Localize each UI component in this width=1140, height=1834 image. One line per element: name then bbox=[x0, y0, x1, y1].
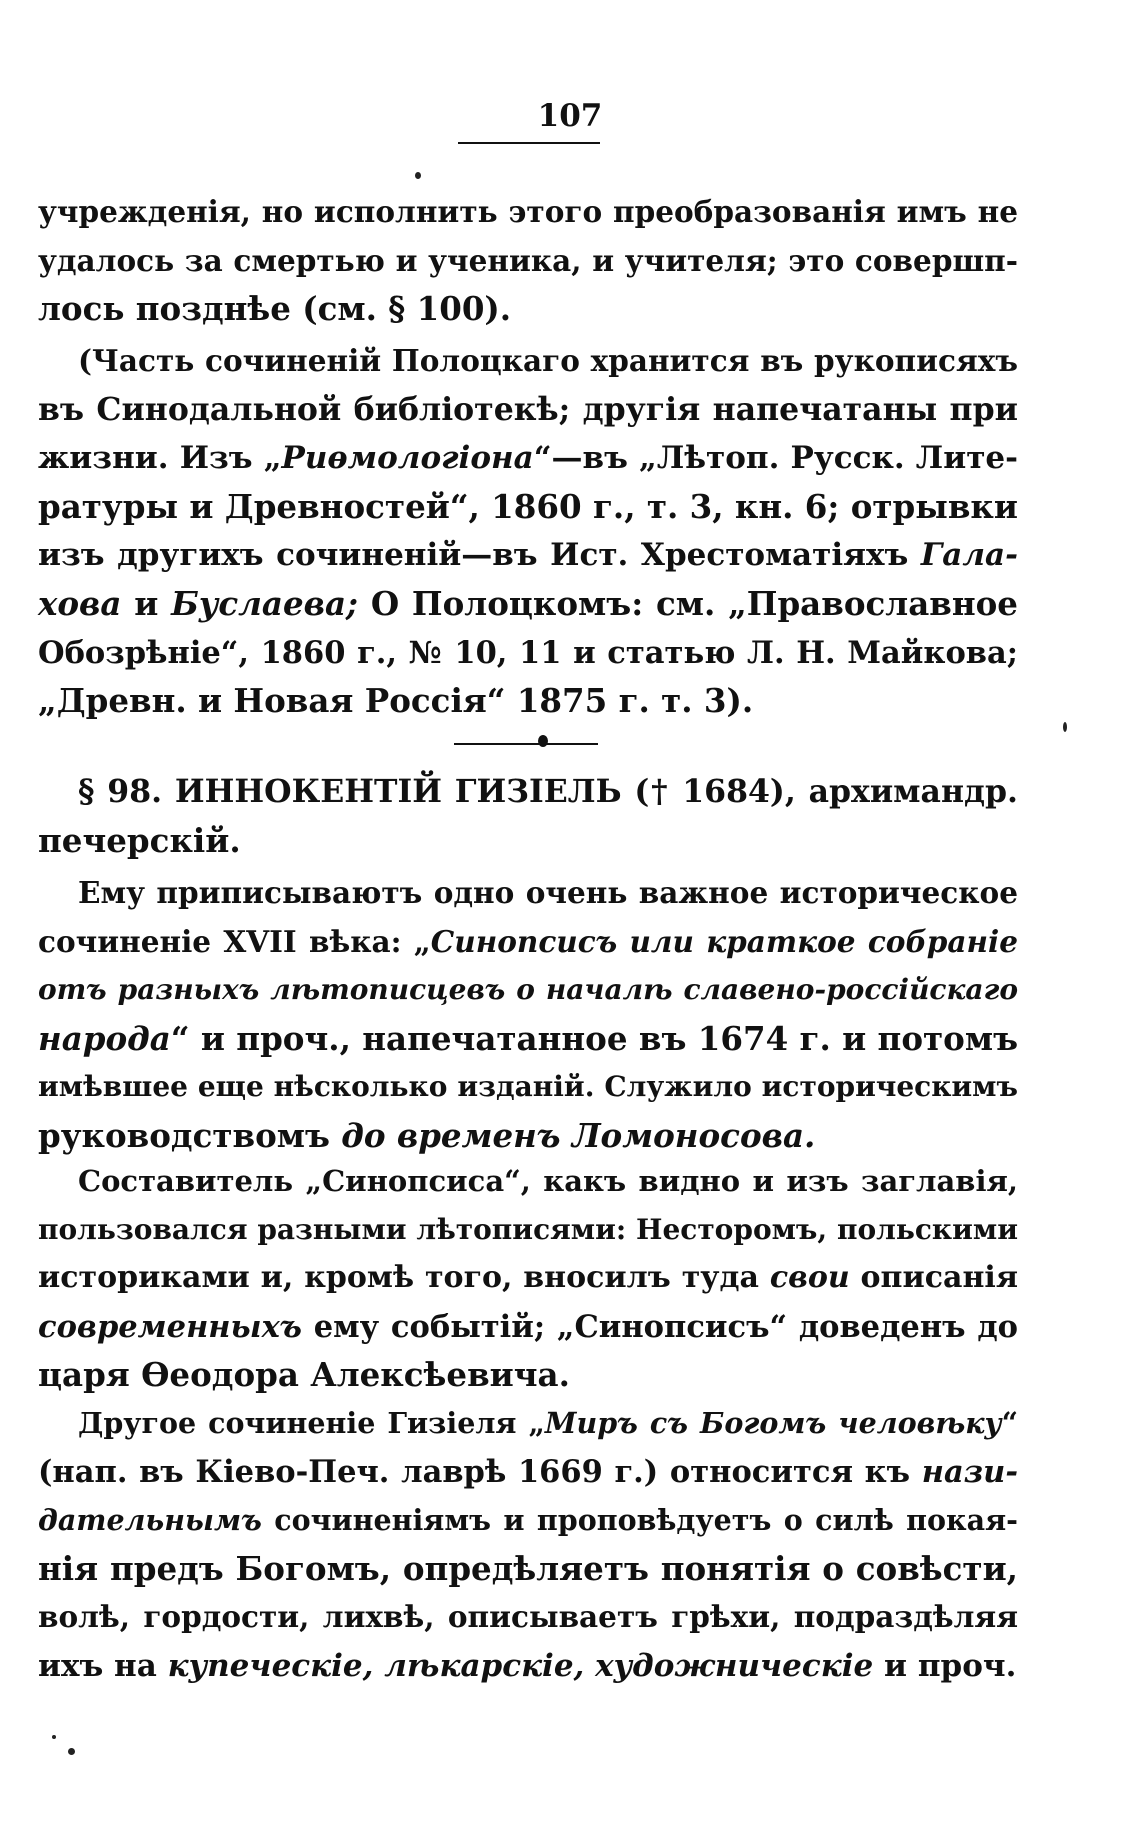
text-line: Составитель „Синопсиса“, какъ видно и изъ заглавія, bbox=[78, 1164, 1018, 1198]
paragraph-2 bbox=[38, 337, 1018, 726]
text-run: руководствомъ bbox=[38, 1115, 342, 1155]
text-run: (нап. въ Кіево-Печ. лаврѣ 1669 г.) относится къ bbox=[38, 1453, 922, 1490]
text-run: Синопсисъ или краткое собраніе bbox=[430, 923, 1018, 959]
text-line: (Часть сочиненій Полоцкаго хранится въ рукописяхъ bbox=[78, 343, 1018, 378]
page-number: 107 bbox=[537, 98, 603, 134]
text-line bbox=[38, 580, 1018, 629]
text-run: “ bbox=[1001, 1406, 1018, 1440]
text-run: Миръ съ Богомъ человѣку bbox=[544, 1406, 1002, 1440]
text-line bbox=[38, 918, 1018, 967]
paragraph-1 bbox=[38, 188, 1018, 334]
text-line: удалось за смертью и ученика, и учителя; это совершп- bbox=[38, 242, 1018, 278]
section-heading bbox=[38, 768, 1018, 865]
text-run: и проч. bbox=[873, 1647, 1017, 1684]
text-line: царя Ѳеодора Алексѣевича. bbox=[38, 1355, 570, 1395]
text-run: хова bbox=[38, 583, 122, 623]
text-run: Гала- bbox=[920, 537, 1018, 574]
author-name: ИННОКЕНТІЙ ГИЗІЕЛЬ bbox=[174, 773, 622, 810]
text-run: сочиненіямъ и проповѣдуетъ о силѣ покая- bbox=[261, 1503, 1018, 1538]
heading-line: печерскій. bbox=[38, 820, 241, 860]
text-line bbox=[38, 434, 1018, 483]
text-run: ихъ на bbox=[38, 1647, 168, 1684]
separator-ornament bbox=[538, 735, 548, 747]
text-run: историками и, кромѣ того, вносилъ туда bbox=[38, 1260, 770, 1296]
text-run: нази- bbox=[921, 1453, 1018, 1490]
scan-speck bbox=[52, 1735, 56, 1739]
text-line: отъ разныхъ лѣтописцевъ о началѣ славено-россійскаго bbox=[38, 973, 1018, 1007]
text-run: народа bbox=[38, 1018, 171, 1058]
text-line: имѣвшее еще нѣсколько изданій. Служило историческимъ bbox=[38, 1070, 1018, 1104]
text-run: О Полоцкомъ: см. „Православное bbox=[358, 583, 1018, 623]
text-run: жизни. Изъ „ bbox=[38, 440, 282, 477]
text-run: свои bbox=[769, 1260, 850, 1296]
text-line: „Древн. и Новая Россія“ 1875 г. т. 3). bbox=[38, 681, 754, 721]
text-line bbox=[38, 1642, 1018, 1691]
text-run: описанія bbox=[849, 1260, 1018, 1296]
page-number-rule bbox=[458, 142, 600, 144]
text-run: купеческіе, лѣкарскіе, художническіе bbox=[167, 1647, 874, 1684]
section-separator bbox=[454, 743, 598, 745]
paragraph-6 bbox=[38, 1399, 1018, 1691]
text-line bbox=[38, 1303, 1018, 1352]
text-line: въ Синодальной библіотекѣ; другія напечатаны при bbox=[38, 390, 1018, 428]
text-run: “ и проч., напечатанное въ 1674 г. и потомъ bbox=[170, 1018, 1018, 1058]
text-line: Обозрѣніе“, 1860 г., № 10, 11 и статью Л. Н. Майкова; bbox=[38, 634, 1018, 671]
text-line bbox=[38, 1399, 1018, 1448]
text-line bbox=[38, 1254, 1018, 1303]
text-run: дательнымъ bbox=[38, 1503, 262, 1538]
heading-line bbox=[38, 768, 1018, 817]
scan-speck bbox=[415, 172, 421, 179]
text-run: ему событій; „Синопсисъ“ доведенъ до bbox=[301, 1308, 1018, 1345]
text-line bbox=[38, 1112, 1018, 1161]
text-line: волѣ, гордости, лихвѣ, описываетъ грѣхи, подраздѣляя bbox=[38, 1599, 1018, 1635]
section-number: § 98. bbox=[78, 773, 175, 810]
text-run: до временъ Ломоносова. bbox=[341, 1115, 816, 1155]
text-line bbox=[38, 531, 1018, 580]
text-line: лось позднѣе (см. § 100). bbox=[38, 289, 512, 329]
scan-speck bbox=[68, 1748, 75, 1755]
text-line: Ему приписываютъ одно очень важное историческое bbox=[78, 875, 1018, 910]
text-run: Другое сочиненіе Гизіеля „ bbox=[78, 1406, 545, 1440]
text-run: и bbox=[121, 583, 172, 623]
text-run: Буслаева; bbox=[171, 583, 359, 623]
text-line bbox=[38, 1496, 1018, 1545]
text-line: ратуры и Древностей“, 1860 г., т. 3, кн. 6; отрывки bbox=[38, 486, 1018, 526]
text-run: Риѳмологіона bbox=[281, 440, 534, 477]
text-line: пользовался разными лѣтописями: Несторомъ, польскими bbox=[38, 1212, 1018, 1246]
scan-speck bbox=[1063, 722, 1067, 732]
text-run: “—въ „Лѣтоп. Русск. Лите- bbox=[533, 440, 1018, 477]
text-line bbox=[38, 1015, 1018, 1064]
text-line: нія предъ Богомъ, опредѣляетъ понятія о совѣсти, bbox=[38, 1548, 1018, 1588]
text-run: сочиненіе XVII вѣка: „ bbox=[38, 923, 431, 959]
paragraph-4 bbox=[38, 869, 1018, 1161]
text-run: современныхъ bbox=[38, 1308, 302, 1345]
text-line: учрежденія, но исполнить этого преобразованія имъ не bbox=[38, 194, 1018, 229]
text-run: изъ другихъ сочиненій—въ Ист. Хрестоматіяхъ bbox=[38, 537, 921, 574]
paragraph-5 bbox=[38, 1157, 1018, 1400]
text-run: († 1684), архимандр. bbox=[621, 773, 1018, 810]
text-line bbox=[38, 1448, 1018, 1497]
